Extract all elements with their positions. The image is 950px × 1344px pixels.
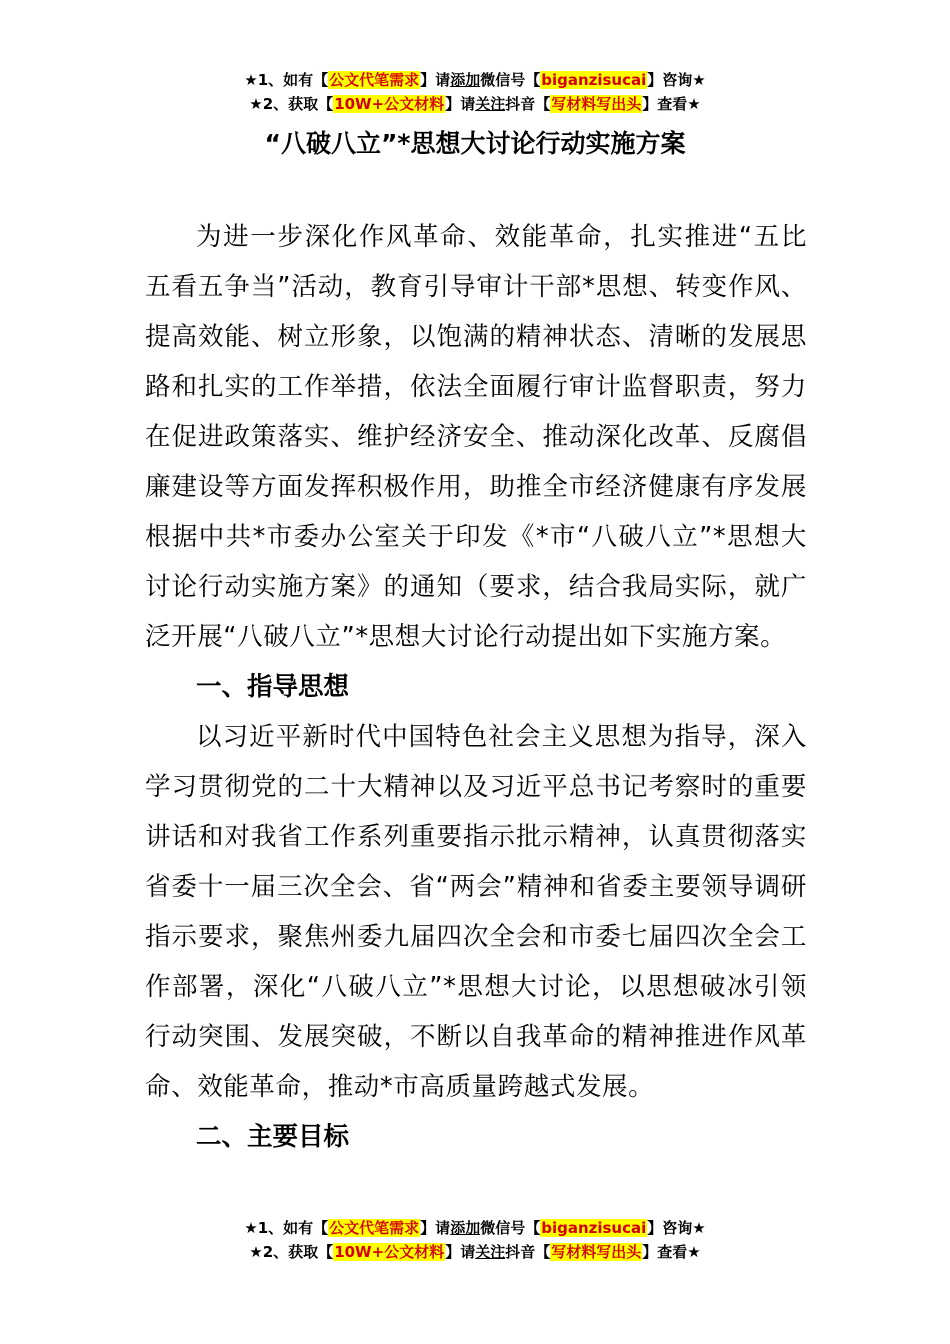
footer-1-highlight: 公文代笔需求 bbox=[329, 1219, 420, 1237]
banner-2-mid1: 】请 bbox=[445, 95, 476, 113]
footer-banner-line-2 bbox=[0, 1240, 950, 1264]
banner-1-mid1: 】请 bbox=[420, 71, 451, 89]
banner-line-2 bbox=[0, 92, 950, 116]
banner-1-suffix: 】咨询★ bbox=[647, 71, 706, 89]
banner-2-suffix: 】查看★ bbox=[642, 95, 701, 113]
document-title: “八破八立”*思想大讨论行动实施方案 bbox=[264, 129, 686, 158]
banner-1-highlight: 公文代笔需求 bbox=[329, 71, 420, 89]
banner-line-1 bbox=[0, 68, 950, 92]
footer-2-mid2: 抖音【 bbox=[505, 1243, 551, 1261]
document-body bbox=[145, 212, 807, 1162]
header-banner bbox=[0, 68, 950, 116]
footer-2-underline: 关注 bbox=[475, 1243, 506, 1261]
footer-wechat-id: biganzisucai bbox=[541, 1219, 647, 1237]
footer-2-highlight: 10W+公文材料 bbox=[334, 1243, 445, 1261]
section-2-heading: 二、主要目标 bbox=[196, 1122, 350, 1152]
douyin-id: 写材料写出头 bbox=[551, 95, 642, 113]
footer-2-prefix: ★2、获取【 bbox=[249, 1243, 334, 1261]
footer-1-suffix: 】咨询★ bbox=[647, 1219, 706, 1237]
banner-2-mid2: 抖音【 bbox=[505, 95, 551, 113]
footer-1-prefix: ★1、如有【 bbox=[244, 1219, 329, 1237]
banner-2-prefix: ★2、获取【 bbox=[249, 95, 334, 113]
footer-2-suffix: 】查看★ bbox=[642, 1243, 701, 1261]
banner-1-prefix: ★1、如有【 bbox=[244, 71, 329, 89]
banner-1-underline: 添加 bbox=[450, 71, 481, 89]
footer-banner-line-1 bbox=[0, 1216, 950, 1240]
intro-paragraph: 为进一步深化作风革命、效能革命，扎实推进“五比五看五争当”活动，教育引导审计干部*思想、转变作风、提高效能、树立形象，以饱满的精神状态、清晰的发展思路和扎实的工作举措，依法全面履行审计监督职责，努力在促进政策落实、维护经济安全、推动深化改革、反腐倡廉建设等方面发挥积极作用，助推全市经济健康有序发展根据中共*市委办公室关于印发《*市“八破八立”*思想大讨论行动实施方案》的通知（要求，结合我局实际，就广泛开展“八破八立”*思想大讨论行动提出如下实施方案。 bbox=[145, 222, 807, 652]
section-1-heading: 一、指导思想 bbox=[196, 672, 350, 702]
banner-2-highlight: 10W+公文材料 bbox=[334, 95, 445, 113]
footer-1-mid1: 】请 bbox=[420, 1219, 451, 1237]
footer-banner bbox=[0, 1216, 950, 1264]
banner-2-underline: 关注 bbox=[475, 95, 506, 113]
wechat-id: biganzisucai bbox=[541, 71, 647, 89]
banner-1-mid2: 微信号【 bbox=[480, 71, 541, 89]
footer-1-underline: 添加 bbox=[450, 1219, 481, 1237]
footer-douyin-id: 写材料写出头 bbox=[551, 1243, 642, 1261]
footer-1-mid2: 微信号【 bbox=[480, 1219, 541, 1237]
footer-2-mid1: 】请 bbox=[445, 1243, 476, 1261]
section-1-body: 以习近平新时代中国特色社会主义思想为指导，深入学习贯彻党的二十大精神以及习近平总书记考察时的重要讲话和对我省工作系列重要指示批示精神，认真贯彻落实省委十一届三次全会、省“两会”精神和省委主要领导调研指示要求，聚焦州委九届四次全会和市委七届四次全会工作部署，深化“八破八立”*思想大讨论，以思想破冰引领行动突围、发展突破，不断以自我革命的精神推进作风革命、效能革命，推动*市高质量跨越式发展。 bbox=[145, 722, 807, 1102]
